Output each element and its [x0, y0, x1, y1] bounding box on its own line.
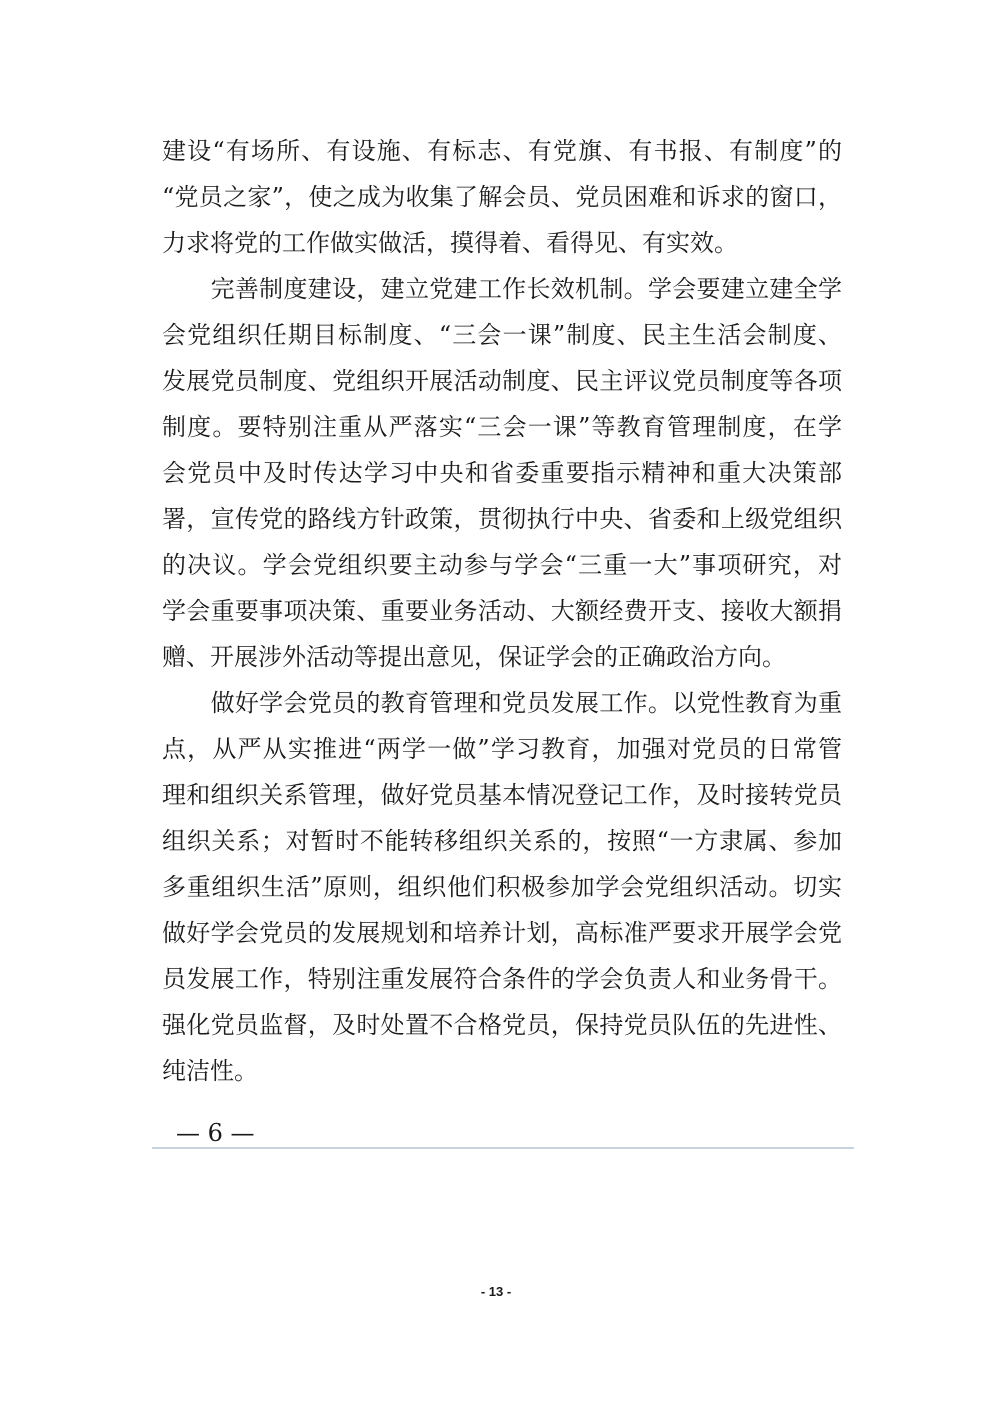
body-text: [162, 128, 842, 1094]
text-line: 的决议。学会党组织要主动参与学会“三重一大”事项研究，对: [162, 551, 842, 579]
text-line: “党员之家”，使之成为收集了解会员、党员困难和诉求的窗口，: [162, 183, 842, 211]
text-line: 力求将党的工作做实做活，摸得着、看得见、有实效。: [162, 229, 738, 257]
text-line: 理和组织关系管理，做好党员基本情况登记工作，及时接转党员: [162, 781, 842, 809]
text-line: 员发展工作，特别注重发展符合条件的学会负责人和业务骨干。: [162, 965, 842, 993]
text-line: 发展党员制度、党组织开展活动制度、民主评议党员制度等各项: [162, 367, 842, 395]
footer-page-number: - 13 -: [480, 1284, 512, 1299]
text-line: 做好学会党员的发展规划和培养计划，高标准严要求开展学会党: [162, 919, 842, 947]
text-line: 纯洁性。: [162, 1057, 258, 1085]
text-line: 会党员中及时传达学习中央和省委重要指示精神和重大决策部: [162, 459, 842, 487]
text-line: 赠、开展涉外活动等提出意见，保证学会的正确政治方向。: [162, 643, 786, 671]
text-line: 强化党员监督，及时处置不合格党员，保持党员队伍的先进性、: [162, 1011, 842, 1039]
text-line: 组织关系；对暂时不能转移组织关系的，按照“一方隶属、参加: [162, 827, 842, 855]
text-line: 完善制度建设，建立党建工作长效机制。学会要建立建全学: [162, 275, 842, 303]
page-number: — 6 —: [176, 1119, 255, 1147]
text-line: 做好学会党员的教育管理和党员发展工作。以党性教育为重: [162, 689, 842, 717]
text-line: 学会重要事项决策、重要业务活动、大额经费开支、接收大额捐: [162, 597, 842, 625]
text-line: 会党组织任期目标制度、“三会一课”制度、民主生活会制度、: [162, 321, 842, 349]
footer-divider: [152, 1147, 854, 1149]
text-line: 建设“有场所、有设施、有标志、有党旗、有书报、有制度”的: [162, 137, 842, 165]
text-line: 点，从严从实推进“两学一做”学习教育，加强对党员的日常管: [162, 735, 842, 763]
text-line: 署，宣传党的路线方针政策，贯彻执行中央、省委和上级党组织: [162, 505, 842, 533]
text-line: 制度。要特别注重从严落实“三会一课”等教育管理制度，在学: [162, 413, 842, 441]
text-line: 多重组织生活”原则，组织他们积极参加学会党组织活动。切实: [162, 873, 842, 901]
